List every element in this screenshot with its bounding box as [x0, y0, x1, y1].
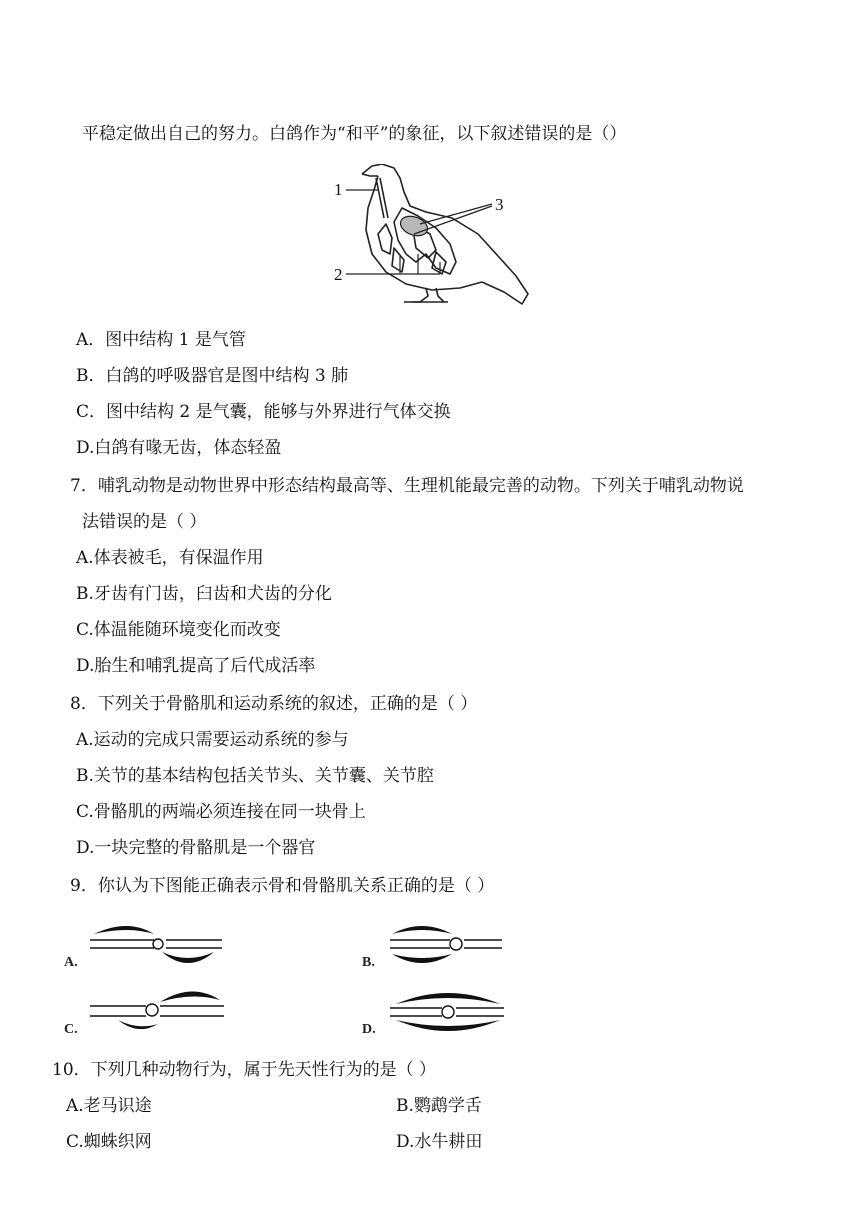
- q7-option-d: D.胎生和哺乳提高了后代成活率: [76, 656, 316, 676]
- q8-option-b: B.关节的基本结构包括关节头、关节囊、关节腔: [76, 766, 434, 786]
- q10-option-a: A.老马识途: [66, 1096, 152, 1116]
- q8-option-d: D.一块完整的骨骼肌是一个器官: [76, 838, 316, 858]
- q8-option-a: A.运动的完成只需要运动系统的参与: [76, 730, 349, 750]
- q9-figure-label-c: C.: [64, 1022, 78, 1037]
- pigeon-label-3: 3: [495, 195, 504, 214]
- q8-stem: 8．下列关于骨骼肌和运动系统的叙述，正确的是（ ）: [70, 694, 478, 714]
- q9-figure-label-b: B.: [362, 955, 375, 970]
- q6-option-a: A．图中结构 1 是气管: [76, 330, 246, 350]
- q9-stem: 9．你认为下图能正确表示骨和骨骼肌关系正确的是（ ）: [70, 876, 495, 896]
- bone-muscle-figure-b: [388, 916, 508, 972]
- q7-option-a: A.体表被毛，有保温作用: [76, 548, 264, 568]
- q6-option-b: B．白鸽的呼吸器官是图中结构 3 肺: [76, 366, 349, 386]
- q9-figure-label-d: D.: [362, 1022, 376, 1037]
- q7-option-c: C.体温能随环境变化而改变: [76, 620, 281, 640]
- q7-stem-line2: 法错误的是（ ）: [82, 512, 207, 532]
- pigeon-diagram: [332, 164, 562, 312]
- q10-option-d: D.水牛耕田: [396, 1132, 483, 1152]
- pigeon-label-2: 2: [334, 265, 343, 284]
- q6-option-d: D.白鸽有喙无齿，体态轻盈: [76, 438, 282, 458]
- q7-option-b: B.牙齿有门齿，臼齿和犬齿的分化: [76, 584, 332, 604]
- q10-option-c: C.蜘蛛织网: [66, 1132, 152, 1152]
- q6-option-c: C．图中结构 2 是气囊，能够与外界进行气体交换: [76, 402, 451, 422]
- q8-option-c: C.骨骼肌的两端必须连接在同一块骨上: [76, 802, 366, 822]
- bone-muscle-figure-c: [88, 984, 228, 1040]
- bone-muscle-figure-a: [88, 916, 228, 972]
- pigeon-label-1: 1: [334, 180, 343, 199]
- bone-muscle-figure-d: [388, 984, 508, 1040]
- q10-option-b: B.鹦鹉学舌: [396, 1096, 482, 1116]
- q6-stem: 平稳定做出自己的努力。白鸽作为“和平”的象征，以下叙述错误的是（）: [82, 124, 627, 144]
- q7-stem-line1: 7．哺乳动物是动物世界中形态结构最高等、生理机能最完善的动物。下列关于哺乳动物说: [70, 476, 744, 496]
- q9-figure-label-a: A.: [64, 955, 78, 970]
- q10-stem: 10．下列几种动物行为，属于先天性行为的是（ ）: [52, 1060, 437, 1080]
